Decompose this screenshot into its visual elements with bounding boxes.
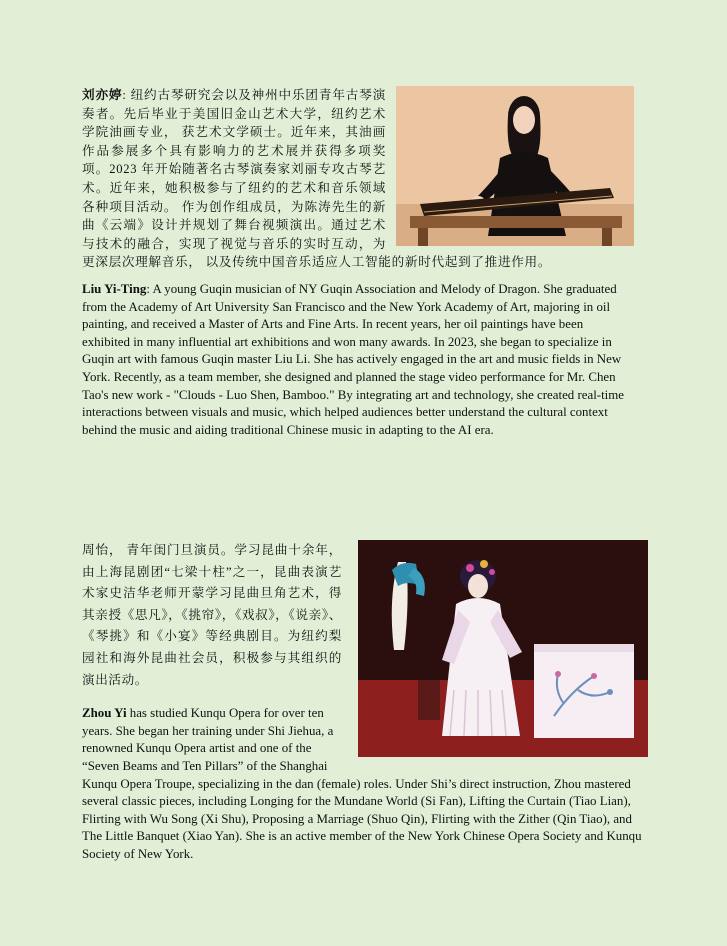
bio1-english-name: Liu Yi-Ting bbox=[82, 281, 147, 296]
bio2-english-name: Zhou Yi bbox=[82, 706, 127, 721]
bio2-chinese-paragraph: 周怡， 青年闺门旦演员。学习昆曲十余年，由上海昆剧团“七梁十柱”之一，昆曲表演艺术家史洁华老师开蒙学习昆曲旦角艺术，得其亲授《思凡》，《挑帘》，《戏叔》，《说亲》、《琴挑》和《小宴》等经典剧目。为纽约梨园社和海外昆曲社会员，积极参与其组织的演出活动。 bbox=[82, 543, 342, 687]
bio-liu-yiting bbox=[82, 86, 634, 452]
guqin-performer-photo bbox=[396, 86, 634, 246]
bio1-english-paragraph bbox=[82, 281, 634, 439]
bio1-english-text: : A young Guqin musician of NY Guqin Association and Melody of Dragon. She graduated from the Academy of Art University San Francisco and the New York Academy of Art, majoring in oil painting, and received a Master of Arts and Fine Arts. In recent years, her oil paintings have been exhibited in many influential art exhibitions and won many awards. In 2023, she began to specialize in Guqin art with famous Guqin master Liu Li. She has actively engaged in the art and music fields in New York. Recently, as a team member, she designed and planned the stage video performance for Mr. Chen Tao's new work - "Clouds - Luo Shen, Bamboo." By integrating art and technology, she created real-time interactions between visuals and music, which helped audiences better understand the cultural context behind the music and aiding traditional Chinese music in adapting to the AI era. bbox=[82, 281, 624, 437]
bio2-english-text: has studied Kunqu Opera for over ten years. She began her training under Shi Jiehua, a renowned Kunqu Opera artist and one of the “Seven Beams and Ten Pillars” of the Shanghai Kunqu Opera Troupe, specializing in the dan (female) roles. Under Shi’s direct instruction, Zhou mastered several classic pieces, including Longing for the Mundane World (Si Fan), Lifting the Curtain (Tiao Lian), Flirting with Wu Song (Xi Shu), Proposing a Marriage (Shuo Qin), Flirting with the Zither (Qin Tiao), and The Little Banquet (Xiao Yan). She is an active member of the New York Chinese Opera Society and Kunqu Society of New York. bbox=[82, 706, 642, 861]
bio-zhou-yi bbox=[82, 540, 648, 876]
kunqu-opera-photo bbox=[358, 540, 648, 757]
kunqu-opera-illustration bbox=[358, 540, 648, 757]
bio1-chinese-text: : 纽约古琴研究会以及神州中乐团青年古琴演奏者。先后毕业于美国旧金山艺术大学，纽约艺术学院油画专业， 获艺术文学硕士。近年来，其油画作品参展多个具有影响力的艺术展并获得多项奖项。2023 年开始随著名古琴演奏家刘丽专攻古琴艺术。近年来，她积极参与了纽约的艺术和音乐领域各种项目活动。 作为创作组成员，为陈涛先生的新曲《云端》设计并规划了舞台视频演出。通过艺术与技术的融合，实现了视觉与音乐的实时互动，为更深层次理解音乐， 以及传统中国音乐适应人工智能的新时代起到了推进作用。 bbox=[82, 88, 552, 270]
bio1-chinese-name: 刘亦婷 bbox=[82, 88, 123, 102]
guqin-performer-illustration bbox=[396, 86, 634, 246]
